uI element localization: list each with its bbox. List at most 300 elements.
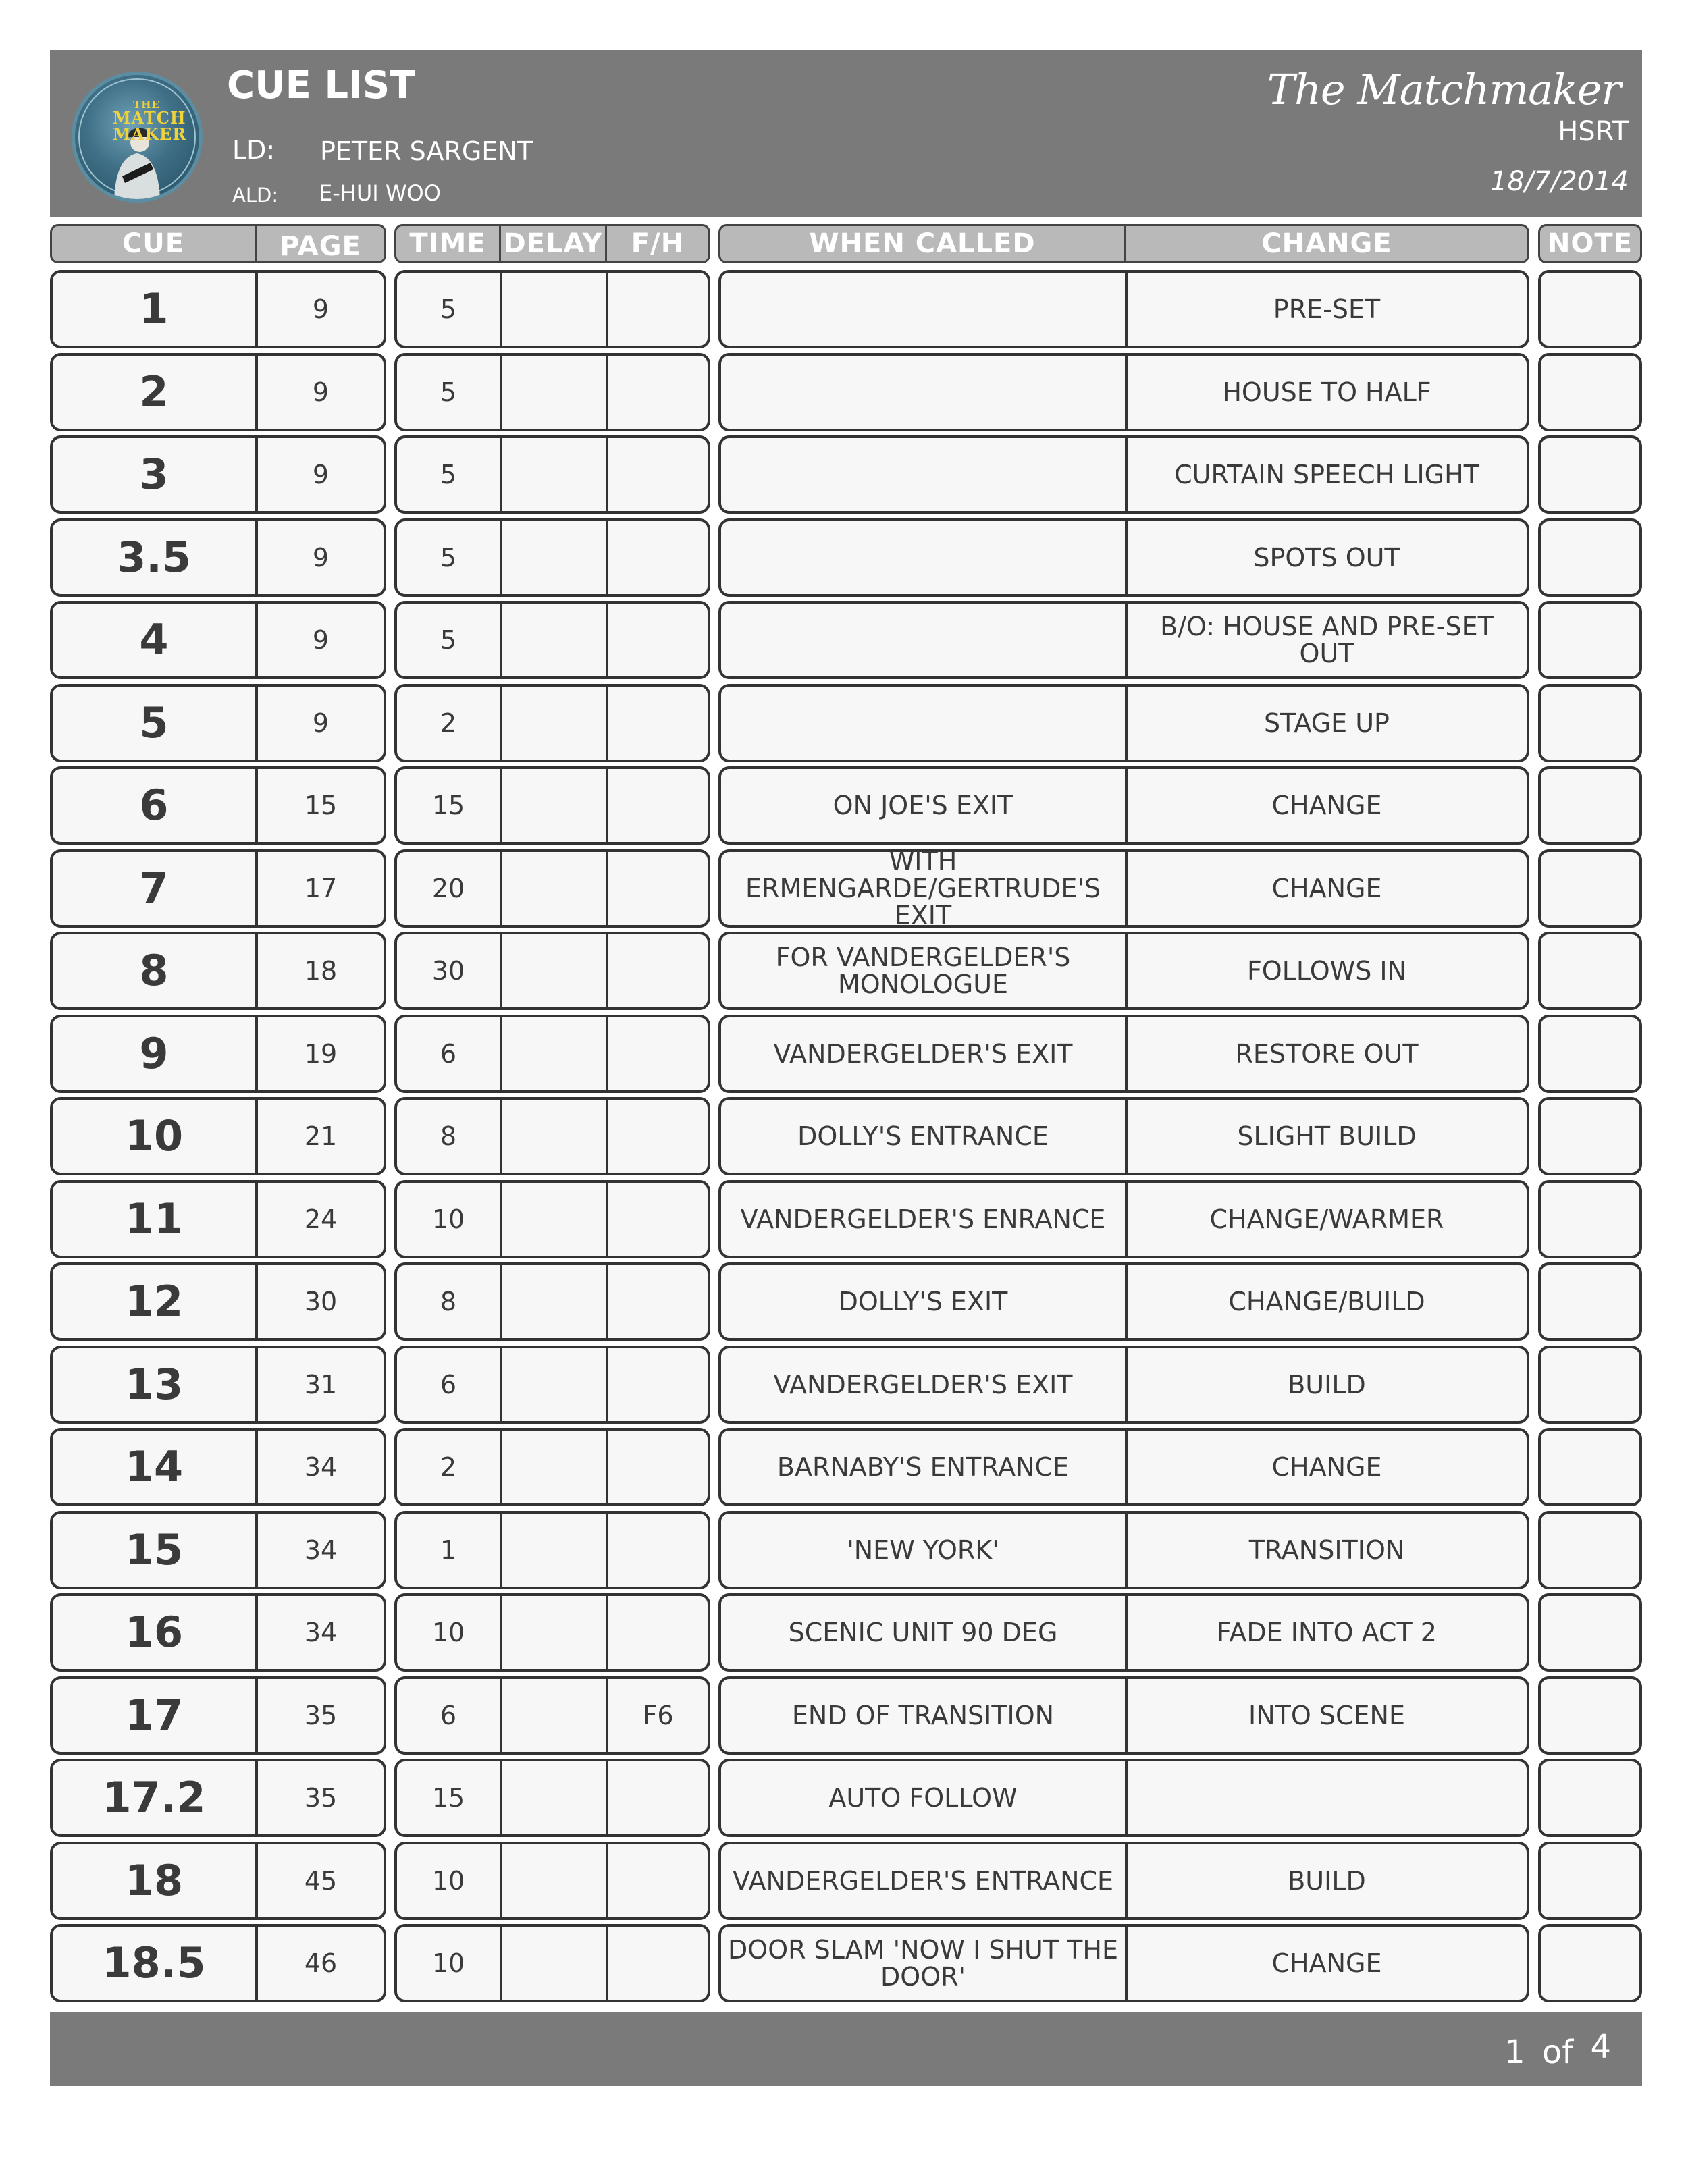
cue-row <box>50 1097 1642 1175</box>
cue-page-box <box>50 1511 386 1589</box>
note-box <box>1538 1511 1642 1589</box>
header-group-action <box>718 224 1529 263</box>
cell-divider <box>1125 604 1128 676</box>
header-bar <box>50 50 1642 217</box>
action-box <box>718 1346 1529 1424</box>
cue-page-box <box>50 1759 386 1837</box>
action-box <box>718 353 1529 431</box>
cue-page: 45 <box>304 1866 338 1896</box>
cue-note <box>1541 1514 1639 1587</box>
cue-time: 30 <box>431 956 465 986</box>
cue-note <box>1541 604 1639 676</box>
note-box <box>1538 353 1642 431</box>
cue-when-called: VANDERGELDER'S EXIT <box>773 1370 1073 1400</box>
note-box <box>1538 270 1642 348</box>
cue-row <box>50 1262 1642 1341</box>
cue-page: 30 <box>304 1287 338 1316</box>
cue-time: 5 <box>440 377 457 407</box>
cue-time: 6 <box>440 1370 457 1400</box>
timing-box <box>394 1511 710 1589</box>
cue-number: 18 <box>124 1856 184 1905</box>
cue-time: 2 <box>440 1452 457 1482</box>
cue-row <box>50 1346 1642 1424</box>
cue-page-box <box>50 766 386 845</box>
logo-text: THE MATCH MAKER <box>113 99 187 144</box>
note-box <box>1538 601 1642 679</box>
cue-fh <box>608 273 708 346</box>
cell-divider <box>1125 438 1128 511</box>
cue-delay <box>502 1017 605 1090</box>
cue-delay <box>502 356 605 429</box>
cue-row <box>50 601 1642 679</box>
cue-page: 17 <box>304 874 338 903</box>
header-group-note <box>1538 224 1642 263</box>
cue-when-called: DOLLY'S ENTRANCE <box>797 1121 1049 1151</box>
cue-fh <box>608 852 708 925</box>
ald-label: ALD: <box>232 184 279 207</box>
cue-delay <box>502 438 605 511</box>
cell-divider <box>1125 687 1128 760</box>
cue-when-called <box>728 273 1118 346</box>
cell-divider <box>1125 852 1128 925</box>
cue-page: 18 <box>304 956 338 986</box>
cue-note <box>1541 769 1639 842</box>
action-box <box>718 684 1529 762</box>
cue-delay <box>502 1265 605 1338</box>
cue-number: 13 <box>124 1360 184 1409</box>
cue-page-box <box>50 1924 386 2002</box>
cell-divider <box>1125 1183 1128 1256</box>
footer-bar <box>50 2012 1642 2086</box>
cell-divider <box>1125 934 1128 1007</box>
cue-change: CHANGE <box>1271 791 1382 820</box>
action-box <box>718 1842 1529 1920</box>
cue-page-box <box>50 932 386 1010</box>
cue-number: 5 <box>139 698 169 747</box>
cue-note <box>1541 438 1639 511</box>
cue-fh <box>608 934 708 1007</box>
cue-fh <box>608 1265 708 1338</box>
cue-row <box>50 766 1642 845</box>
cue-change: SPOTS OUT <box>1253 543 1400 572</box>
cue-change: RESTORE OUT <box>1235 1039 1419 1069</box>
cue-number: 6 <box>139 780 169 830</box>
cue-change: CURTAIN SPEECH LIGHT <box>1174 460 1479 489</box>
timing-box <box>394 1842 710 1920</box>
cue-note <box>1541 1844 1639 1917</box>
cue-page: 9 <box>312 294 329 324</box>
cue-delay <box>502 1431 605 1503</box>
note-box <box>1538 1180 1642 1258</box>
timing-box <box>394 1346 710 1424</box>
cue-row <box>50 849 1642 928</box>
cue-when-called: BARNABY'S ENTRANCE <box>776 1452 1070 1482</box>
action-box <box>718 849 1529 928</box>
cell-divider <box>1125 769 1128 842</box>
timing-box <box>394 353 710 431</box>
cue-time: 8 <box>440 1121 457 1151</box>
cue-page-box <box>50 270 386 348</box>
cue-fh <box>608 1100 708 1173</box>
cue-change: TRANSITION <box>1248 1535 1405 1565</box>
cue-change: HOUSE TO HALF <box>1222 377 1431 407</box>
cue-row <box>50 1593 1642 1672</box>
cue-time: 10 <box>431 1948 465 1978</box>
cell-divider <box>1125 1265 1128 1338</box>
cue-number: 17 <box>124 1690 184 1740</box>
cue-delay <box>502 1679 605 1752</box>
cue-time: 10 <box>431 1618 465 1647</box>
action-box <box>718 518 1529 597</box>
cue-page: 46 <box>304 1948 338 1978</box>
cue-change: CHANGE <box>1271 1948 1382 1978</box>
cell-divider <box>1125 1596 1128 1669</box>
cue-delay <box>502 687 605 760</box>
cue-page: 9 <box>312 377 329 407</box>
cue-fh <box>608 1431 708 1503</box>
cue-row <box>50 1015 1642 1093</box>
timing-box <box>394 1676 710 1755</box>
page-indicator <box>1504 2028 1611 2071</box>
cue-page-box <box>50 1097 386 1175</box>
cell-divider <box>1125 1100 1128 1173</box>
cue-note <box>1541 687 1639 760</box>
cue-note <box>1541 1100 1639 1173</box>
header-group-cue-page <box>50 224 386 263</box>
cue-change <box>1133 1761 1521 1834</box>
cue-row <box>50 932 1642 1010</box>
cue-when-called: WITH ERMENGARDE/GERTRUDE'S EXIT <box>745 847 1101 930</box>
note-box <box>1538 518 1642 597</box>
cue-when-called: AUTO FOLLOW <box>828 1783 1018 1813</box>
cue-time: 15 <box>431 1783 465 1813</box>
cue-list-page <box>50 50 1642 2071</box>
cue-change: SLIGHT BUILD <box>1237 1121 1417 1151</box>
cue-change: PRE-SET <box>1273 294 1381 324</box>
cue-page: 19 <box>304 1039 338 1069</box>
cue-delay <box>502 604 605 676</box>
action-box <box>718 270 1529 348</box>
timing-box <box>394 766 710 845</box>
note-box <box>1538 1262 1642 1341</box>
timing-box <box>394 1180 710 1258</box>
cue-change: FOLLOWS IN <box>1246 956 1407 986</box>
cell-divider <box>1125 356 1128 429</box>
cue-page: 31 <box>304 1370 338 1400</box>
timing-box <box>394 932 710 1010</box>
cue-row <box>50 1924 1642 2002</box>
cue-page: 9 <box>312 460 329 489</box>
cue-when-called <box>728 687 1118 760</box>
cue-change: BUILD <box>1288 1370 1366 1400</box>
cue-when-called: DOLLY'S EXIT <box>838 1287 1008 1316</box>
cell-divider <box>1125 1348 1128 1421</box>
cue-row <box>50 1511 1642 1589</box>
cue-delay <box>502 1927 605 2000</box>
page-title: CUE LIST <box>227 63 416 107</box>
col-delay: DELAY <box>503 228 603 259</box>
cue-note <box>1541 1927 1639 2000</box>
cue-time: 6 <box>440 1039 457 1069</box>
cue-note <box>1541 1431 1639 1503</box>
cue-row <box>50 270 1642 348</box>
action-box <box>718 1676 1529 1755</box>
timing-box <box>394 518 710 597</box>
cue-when-called: DOOR SLAM 'NOW I SHUT THE DOOR' <box>728 1935 1118 1992</box>
cue-fh <box>608 521 708 594</box>
cue-note <box>1541 1348 1639 1421</box>
note-box <box>1538 1593 1642 1672</box>
cue-row <box>50 1676 1642 1755</box>
cue-number: 3.5 <box>117 533 191 582</box>
action-box <box>718 1180 1529 1258</box>
note-box <box>1538 1676 1642 1755</box>
cue-delay <box>502 1761 605 1834</box>
cue-page: 34 <box>304 1452 338 1482</box>
cue-change: B/O: HOUSE AND PRE-SET OUT <box>1160 612 1494 668</box>
note-box <box>1538 1346 1642 1424</box>
action-box <box>718 1262 1529 1341</box>
cue-note <box>1541 1265 1639 1338</box>
cue-when-called <box>728 438 1118 511</box>
col-note: NOTE <box>1547 228 1633 259</box>
cue-when-called: VANDERGELDER'S ENTRANCE <box>732 1866 1114 1896</box>
cue-when-called <box>728 521 1118 594</box>
cue-note <box>1541 934 1639 1007</box>
timing-box <box>394 1593 710 1672</box>
cell-divider <box>1125 1514 1128 1587</box>
cue-when-called: ON JOE'S EXIT <box>833 791 1013 820</box>
timing-box <box>394 849 710 928</box>
cue-page-box <box>50 849 386 928</box>
cue-when-called: SCENIC UNIT 90 DEG <box>788 1618 1058 1647</box>
col-change: CHANGE <box>1261 228 1392 259</box>
action-box <box>718 932 1529 1010</box>
cell-divider <box>1125 1761 1128 1834</box>
ld-label: LD: <box>232 135 275 165</box>
timing-box <box>394 1097 710 1175</box>
cue-number: 2 <box>139 367 169 417</box>
cue-page-box <box>50 1180 386 1258</box>
cue-page: 34 <box>304 1618 338 1647</box>
page-of: of <box>1541 2033 1574 2071</box>
cue-fh <box>608 1183 708 1256</box>
cue-page-box <box>50 601 386 679</box>
cue-page-box <box>50 1262 386 1341</box>
cell-divider <box>1125 521 1128 594</box>
cue-page-box <box>50 435 386 514</box>
cue-page: 21 <box>304 1121 338 1151</box>
cue-when-called <box>728 604 1118 676</box>
cue-fh <box>608 1017 708 1090</box>
cue-page-box <box>50 1428 386 1506</box>
cue-change: CHANGE/BUILD <box>1228 1287 1425 1316</box>
action-box <box>718 1511 1529 1589</box>
cue-page-box <box>50 1842 386 1920</box>
cue-change: CHANGE/WARMER <box>1209 1204 1444 1234</box>
cell-divider <box>1125 1844 1128 1917</box>
cue-page-box <box>50 1593 386 1672</box>
cue-number: 10 <box>124 1111 184 1161</box>
note-box <box>1538 849 1642 928</box>
cue-time: 5 <box>440 625 457 655</box>
action-box <box>718 1759 1529 1837</box>
cue-time: 15 <box>431 791 465 820</box>
cue-delay <box>502 273 605 346</box>
cue-time: 10 <box>431 1204 465 1234</box>
cue-number: 17.2 <box>102 1773 206 1822</box>
note-box <box>1538 766 1642 845</box>
cue-note <box>1541 356 1639 429</box>
timing-box <box>394 1015 710 1093</box>
cell-divider <box>1125 1927 1128 2000</box>
timing-box <box>394 1759 710 1837</box>
col-page: PAGE <box>280 231 361 262</box>
cue-page-box <box>50 1015 386 1093</box>
cue-row <box>50 435 1642 514</box>
cue-delay <box>502 1183 605 1256</box>
timing-box <box>394 684 710 762</box>
cue-fh <box>608 1514 708 1587</box>
cue-page-box <box>50 353 386 431</box>
cue-change: STAGE UP <box>1264 708 1390 738</box>
cue-fh: F6 <box>642 1701 674 1730</box>
cue-number: 15 <box>124 1525 184 1574</box>
cue-when-called <box>728 356 1118 429</box>
cue-when-called: VANDERGELDER'S ENRANCE <box>740 1204 1106 1234</box>
cue-number: 1 <box>139 284 169 334</box>
cue-row <box>50 353 1642 431</box>
cue-note <box>1541 273 1639 346</box>
cue-row <box>50 518 1642 597</box>
col-time: TIME <box>409 228 486 259</box>
action-box <box>718 1097 1529 1175</box>
cue-delay <box>502 1596 605 1669</box>
show-logo <box>72 72 203 203</box>
cue-fh <box>608 1844 708 1917</box>
cue-fh <box>608 1761 708 1834</box>
cell-divider <box>1125 1431 1128 1503</box>
ald-name: E-HUI WOO <box>319 180 441 206</box>
cue-page: 15 <box>304 791 338 820</box>
col-cue: CUE <box>122 228 185 259</box>
cue-number: 3 <box>139 450 169 499</box>
col-when-called: WHEN CALLED <box>809 228 1036 259</box>
cue-number: 14 <box>124 1442 184 1491</box>
cue-number: 4 <box>139 615 169 664</box>
cue-page-box <box>50 684 386 762</box>
cue-fh <box>608 687 708 760</box>
timing-box <box>394 1924 710 2002</box>
cue-note <box>1541 1183 1639 1256</box>
cue-number: 12 <box>124 1277 184 1326</box>
timing-box <box>394 1262 710 1341</box>
cue-time: 5 <box>440 543 457 572</box>
cue-page: 9 <box>312 708 329 738</box>
note-box <box>1538 932 1642 1010</box>
cue-number: 16 <box>124 1607 184 1657</box>
cue-delay <box>502 852 605 925</box>
action-box <box>718 435 1529 514</box>
cue-delay <box>502 1348 605 1421</box>
cue-page: 34 <box>304 1535 338 1565</box>
cue-when-called: 'NEW YORK' <box>847 1535 999 1565</box>
cue-page: 35 <box>304 1701 338 1730</box>
cue-change: FADE INTO ACT 2 <box>1217 1618 1437 1647</box>
timing-box <box>394 601 710 679</box>
cue-note <box>1541 852 1639 925</box>
cue-fh <box>608 1927 708 2000</box>
action-box <box>718 1015 1529 1093</box>
cue-row <box>50 684 1642 762</box>
note-box <box>1538 1842 1642 1920</box>
cue-time: 6 <box>440 1701 457 1730</box>
show-title: The Matchmaker <box>1267 65 1620 114</box>
cue-fh <box>608 1596 708 1669</box>
col-fh: F/H <box>631 228 685 259</box>
cue-note <box>1541 1017 1639 1090</box>
cue-time: 8 <box>440 1287 457 1316</box>
cue-fh <box>608 356 708 429</box>
page-current: 1 <box>1504 2033 1525 2071</box>
cue-row <box>50 1428 1642 1506</box>
cue-fh <box>608 1348 708 1421</box>
cell-divider <box>1125 1679 1128 1752</box>
cue-page: 24 <box>304 1204 338 1234</box>
note-box <box>1538 1428 1642 1506</box>
cue-number: 7 <box>139 863 169 913</box>
timing-box <box>394 270 710 348</box>
cue-delay <box>502 769 605 842</box>
note-box <box>1538 1097 1642 1175</box>
cue-when-called: END OF TRANSITION <box>791 1701 1055 1730</box>
note-box <box>1538 1015 1642 1093</box>
cue-page-box <box>50 518 386 597</box>
date: 18/7/2014 <box>1489 166 1629 197</box>
cue-note <box>1541 521 1639 594</box>
cue-delay <box>502 1514 605 1587</box>
cue-delay <box>502 934 605 1007</box>
cue-when-called: FOR VANDERGELDER'S MONOLOGUE <box>775 942 1071 999</box>
action-box <box>718 766 1529 845</box>
cue-note <box>1541 1596 1639 1669</box>
action-box <box>718 1924 1529 2002</box>
cue-page-box <box>50 1346 386 1424</box>
action-box <box>718 1593 1529 1672</box>
cue-fh <box>608 604 708 676</box>
cue-number: 8 <box>139 946 169 995</box>
cue-page: 9 <box>312 543 329 572</box>
cue-row <box>50 1180 1642 1258</box>
timing-box <box>394 1428 710 1506</box>
page-total: 4 <box>1590 2028 1611 2066</box>
cue-when-called: VANDERGELDER'S EXIT <box>773 1039 1073 1069</box>
cue-change: CHANGE <box>1271 1452 1382 1482</box>
cell-divider <box>1125 273 1128 346</box>
cue-time: 5 <box>440 294 457 324</box>
cue-delay <box>502 1844 605 1917</box>
action-box <box>718 601 1529 679</box>
cue-time: 5 <box>440 460 457 489</box>
cue-page: 9 <box>312 625 329 655</box>
cue-fh <box>608 769 708 842</box>
cue-delay <box>502 521 605 594</box>
timing-box <box>394 435 710 514</box>
cue-change: CHANGE <box>1271 874 1382 903</box>
cue-note <box>1541 1679 1639 1752</box>
cue-page-box <box>50 1676 386 1755</box>
cue-number: 11 <box>124 1194 184 1244</box>
